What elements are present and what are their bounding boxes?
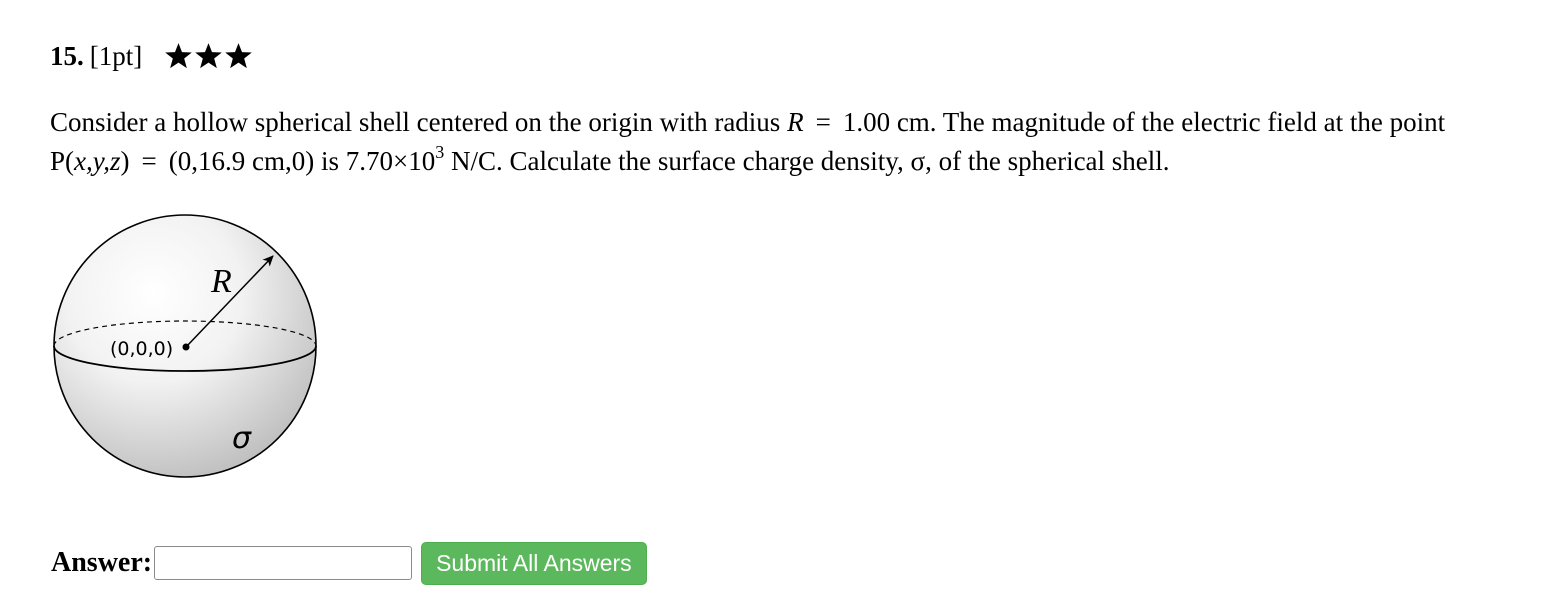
question-header xyxy=(50,36,253,76)
exponent: 3 xyxy=(435,142,445,162)
origin-label: (0,0,0) xyxy=(110,338,174,360)
point-close: ) xyxy=(120,146,130,176)
question-line-2 xyxy=(50,142,1560,181)
question-text-part: (0,16.9 cm,0) is 7.70×10 xyxy=(168,146,436,176)
submit-all-answers-button[interactable]: Submit All Answers xyxy=(421,542,647,585)
answer-input[interactable] xyxy=(154,546,412,580)
question-text-part: Consider a hollow spherical shell centered on the origin with radius xyxy=(50,107,781,137)
question-text-part: 1.00 cm. The magnitude of the electric field at the point xyxy=(842,107,1446,137)
star-icon xyxy=(194,42,223,70)
question-line-1 xyxy=(50,103,1560,142)
star-icon xyxy=(224,42,253,70)
question-number: 15. xyxy=(50,40,84,71)
sphere-diagram xyxy=(50,208,322,486)
answer-row xyxy=(51,541,647,585)
origin-dot xyxy=(183,344,190,351)
question-text xyxy=(50,103,1560,181)
equals-sign: = xyxy=(141,146,157,176)
question-points: [1pt] xyxy=(89,40,143,71)
equals-sign: = xyxy=(815,107,831,137)
point-variables: x,y,z xyxy=(74,146,121,176)
radius-label: R xyxy=(211,263,232,300)
radius-variable: R xyxy=(787,107,804,137)
question-text-part: N/C. Calculate the surface charge density, σ, of the spherical shell. xyxy=(444,146,1170,176)
point-label: P( xyxy=(50,146,75,176)
difficulty-stars xyxy=(164,42,253,70)
spherical-shell-figure xyxy=(50,208,322,486)
answer-label: Answer: xyxy=(51,547,153,578)
star-icon xyxy=(164,42,193,70)
sigma-label: σ xyxy=(232,421,252,456)
